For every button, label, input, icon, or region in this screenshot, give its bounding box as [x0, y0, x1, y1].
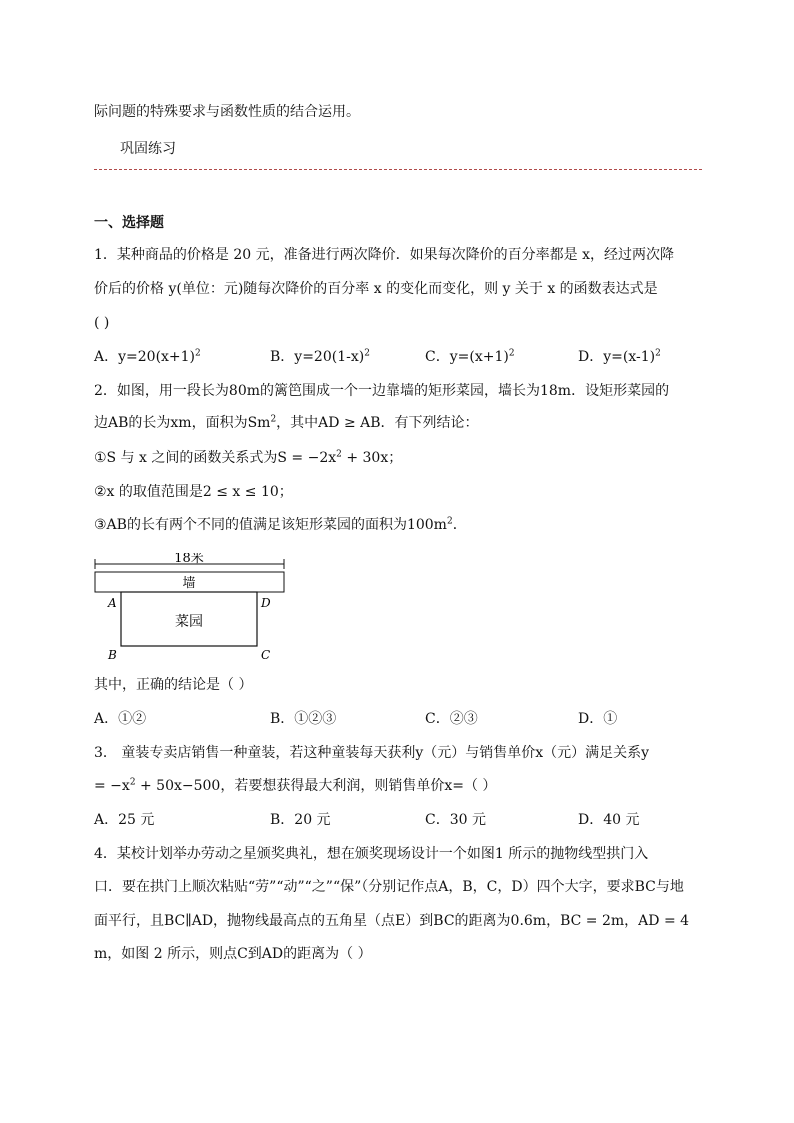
q1-option-d[interactable] — [578, 347, 661, 367]
q1-option-b-label: B．y=20(1-x) — [270, 349, 365, 365]
q3-line2b: + 50x−500，若要想获得最大利润，则销售单价x=（ ） — [135, 778, 497, 794]
q3-option-c[interactable]: C．30 元 — [425, 812, 486, 828]
q3-line2a: = −x — [94, 778, 130, 794]
q2-option-c[interactable]: C．②③ — [425, 711, 478, 727]
q2-line1: 2．如图，用一段长为80m的篱笆围成一个一边靠墙的矩形菜园，墙长为18m．设矩形菜园的 — [94, 383, 670, 399]
garden-figure-svg — [94, 553, 294, 665]
q2-line2a: 边AB的长为xm，面积为Sm — [94, 415, 271, 431]
q1-line2: 价后的价格 y(单位：元)随每次降价的百分率 x 的变化而变化，则 y 关于 x 的函数表达式是 — [94, 281, 658, 297]
q2-statement-3 — [94, 515, 467, 535]
q1-option-a-label: A．y=20(x+1) — [94, 349, 196, 365]
section-title: 一、选择题 — [94, 215, 164, 231]
point-b-label: B — [108, 648, 117, 662]
garden-label: 菜园 — [175, 614, 203, 630]
q2-option-a[interactable]: A．①② — [94, 711, 147, 727]
dimension-label: 18米 — [174, 553, 204, 566]
q2-s3b: ． — [452, 517, 467, 533]
q4-line2: 口．要在拱门上顺次粘贴“劳”“动”“之”“保”（分别记作点A，B，C，D）四个大字，要求BC与地 — [94, 879, 684, 895]
wall-label: 墙 — [182, 576, 196, 591]
q3-option-b[interactable]: B．20 元 — [270, 812, 331, 828]
q3-option-a[interactable]: A．25 元 — [94, 812, 155, 828]
q1-option-a-sup: 2 — [195, 348, 201, 359]
q4-line3: 面平行，且BC∥AD，抛物线最高点的五角星（点E）到BC的距离为0.6m，BC = 2m，AD = 4 — [94, 913, 690, 929]
q1-option-c[interactable] — [425, 347, 515, 367]
q3-line2-sup: 2 — [129, 777, 136, 788]
q2-s3-sup: 2 — [446, 516, 453, 527]
q2-s1-sup: 2 — [336, 449, 342, 460]
section-divider — [94, 169, 702, 170]
q1-option-a[interactable] — [94, 347, 201, 367]
practice-title: 巩固练习 — [120, 141, 176, 157]
intro-tail-text: 际问题的特殊要求与函数性质的结合运用。 — [94, 104, 360, 120]
q3-line2 — [94, 776, 496, 796]
garden-figure — [94, 553, 294, 665]
q2-ask: 其中，正确的结论是（ ） — [94, 677, 253, 693]
q2-s1a: ①S 与 x 之间的函数关系式为S = −2x — [94, 450, 337, 466]
q1-option-c-sup: 2 — [508, 348, 515, 359]
q1-option-c-label: C．y=(x+1) — [425, 349, 509, 365]
q2-line2-sup: 2 — [270, 414, 277, 425]
q1-option-d-sup: 2 — [655, 348, 661, 359]
q1-option-b-sup: 2 — [364, 348, 370, 359]
q2-line2b: ，其中AD ≥ AB．有下列结论： — [276, 415, 479, 431]
q2-statement-2: ②x 的取值范围是2 ≤ x ≤ 10； — [94, 484, 293, 500]
q2-s3a: ③AB的长有两个不同的值满足该矩形菜园的面积为100m — [94, 517, 447, 533]
q3-line1: 3． 童装专卖店销售一种童装，若这种童装每天获利y（元）与销售单价x（元）满足关系y — [94, 745, 650, 761]
q2-option-b[interactable]: B．①②③ — [270, 711, 337, 727]
q1-option-d-label: D．y=(x-1) — [578, 349, 656, 365]
q1-line1: 1．某种商品的价格是 20 元，准备进行两次降价．如果每次降价的百分率都是 x，经过两次降 — [94, 247, 674, 263]
q3-option-d[interactable]: D．40 元 — [578, 812, 640, 828]
q2-line2 — [94, 413, 479, 433]
point-c-label: C — [261, 648, 271, 662]
point-d-label: D — [261, 596, 271, 610]
q2-s1b: + 30x； — [341, 450, 403, 466]
q4-line1: 4．某校计划举办劳动之星颁奖典礼，想在颁奖现场设计一个如图1 所示的抛物线型拱门入 — [94, 846, 649, 862]
q2-statement-1 — [94, 448, 402, 468]
q2-option-d[interactable]: D．① — [578, 711, 618, 727]
q1-option-b[interactable] — [270, 347, 370, 367]
q1-bracket: ( ) — [94, 315, 110, 331]
point-a-label: A — [108, 596, 117, 610]
q4-line4: m，如图 2 所示，则点C到AD的距离为（ ） — [94, 946, 372, 962]
